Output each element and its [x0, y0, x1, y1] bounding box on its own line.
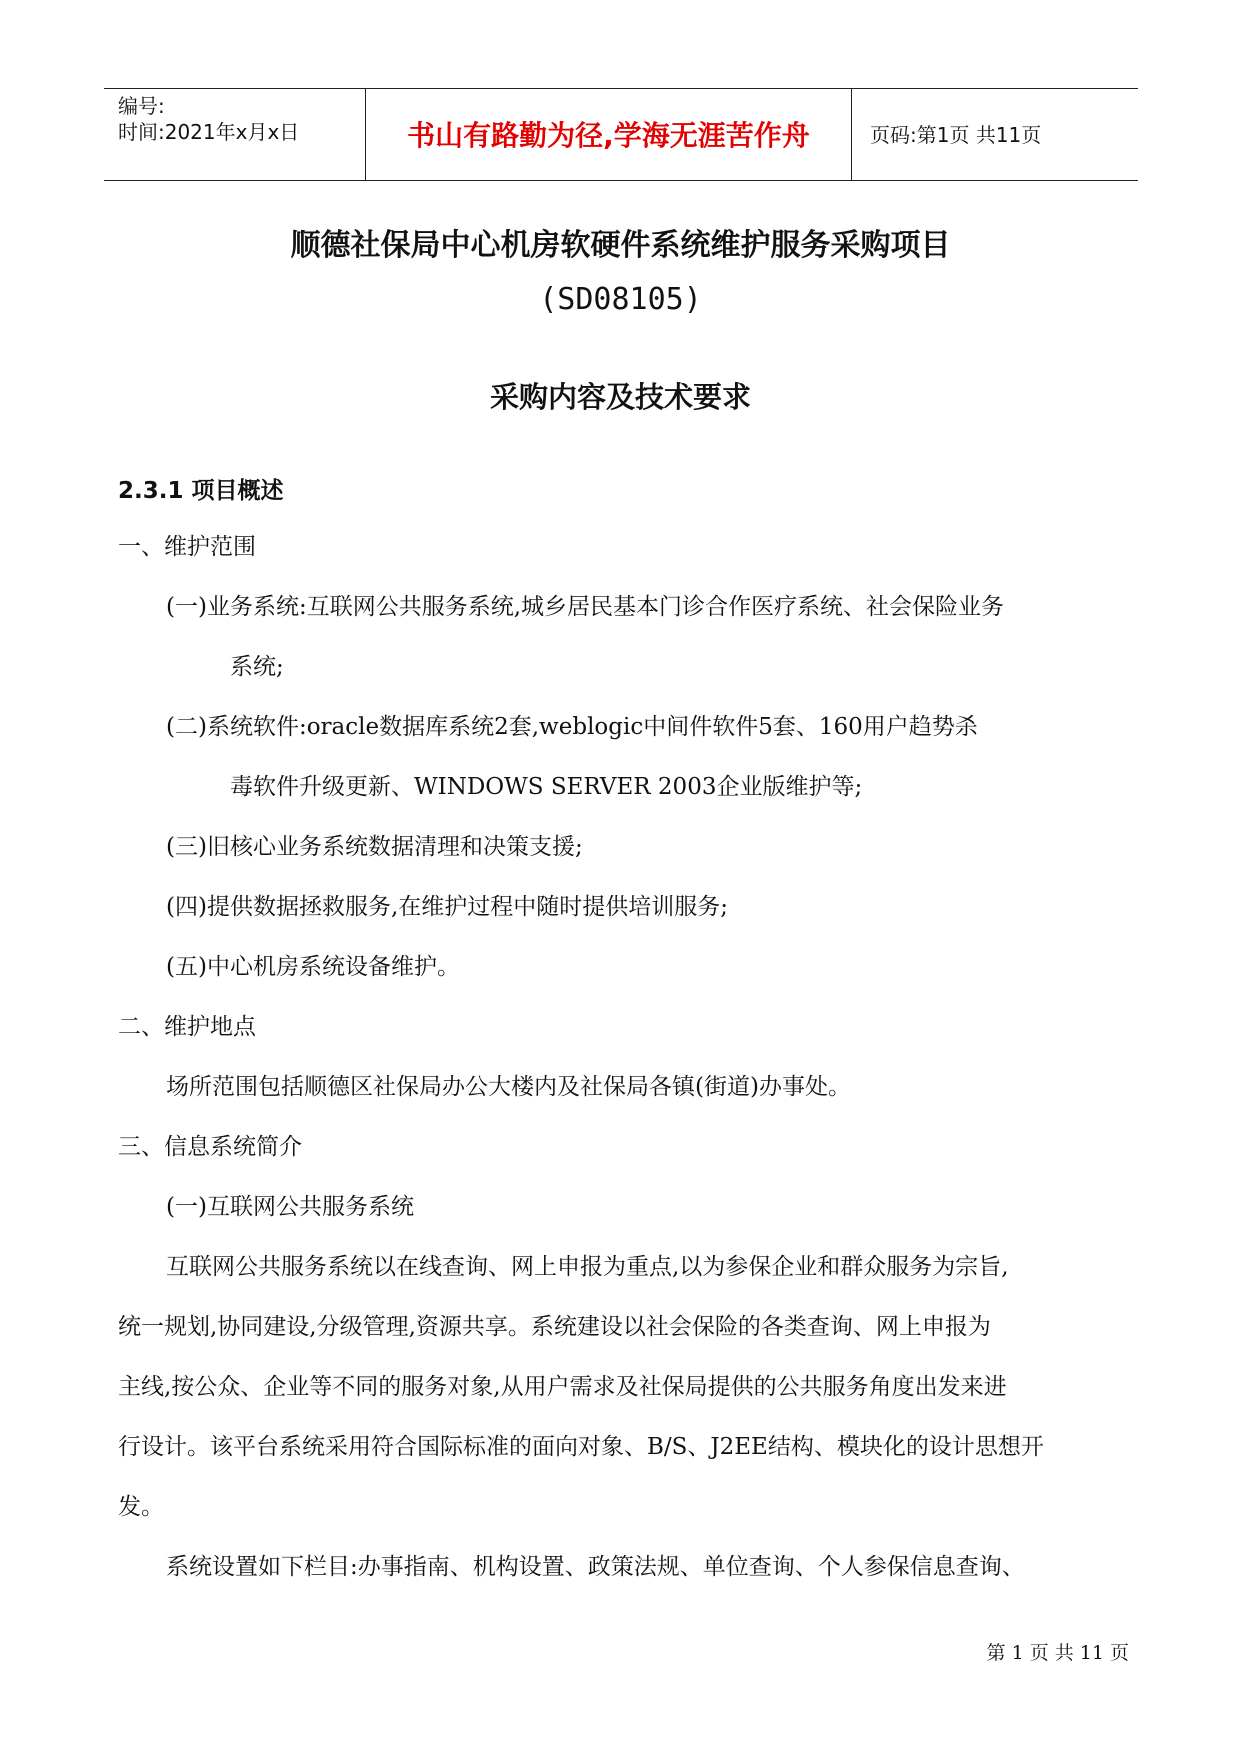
scope-item-3: (三)旧核心业务系统数据清理和决策支援;	[166, 834, 583, 860]
heading-project-overview: 2.3.1 项目概述	[118, 478, 284, 504]
scope-item-2-line-2: 毒软件升级更新、WINDOWS SERVER 2003企业版维护等;	[230, 774, 863, 800]
document-time-label: 时间:2021年x月x日	[118, 120, 300, 144]
location-text: 场所范围包括顺德区社保局办公大楼内及社保局各镇(街道)办事处。	[166, 1074, 851, 1100]
header-left-cell	[104, 89, 366, 180]
paragraph-1-line-4: 行设计。该平台系统采用符合国际标准的面向对象、B/S、J2EE结构、模块化的设计思想开	[118, 1434, 1044, 1460]
section-system-intro: 三、信息系统简介	[118, 1134, 302, 1160]
section-maintenance-scope: 一、维护范围	[118, 534, 256, 560]
paragraph-1-line-2: 统一规划,协同建设,分级管理,资源共享。系统建设以社会保险的各类查询、网上申报为	[118, 1314, 991, 1340]
project-code: (SD08105)	[539, 282, 702, 317]
paragraph-1-line-1: 互联网公共服务系统以在线查询、网上申报为重点,以为参保企业和群众服务为宗旨,	[166, 1254, 1009, 1280]
header-motto: 书山有路勤为径,学海无涯苦作舟	[407, 119, 810, 152]
scope-item-1-line-1: (一)业务系统:互联网公共服务系统,城乡居民基本门诊合作医疗系统、社会保险业务	[166, 594, 1005, 620]
paragraph-2-line-1: 系统设置如下栏目:办事指南、机构设置、政策法规、单位查询、个人参保信息查询、	[166, 1554, 1025, 1580]
system-intro-subsection-1: (一)互联网公共服务系统	[166, 1194, 414, 1220]
page-header	[104, 88, 1138, 181]
header-motto-cell	[366, 89, 852, 180]
paragraph-1-line-3: 主线,按公众、企业等不同的服务对象,从用户需求及社保局提供的公共服务角度出发来进	[118, 1374, 1007, 1400]
scope-item-1-line-2: 系统;	[230, 654, 284, 680]
paragraph-1-line-5: 发。	[118, 1494, 164, 1520]
scope-item-2-line-1: (二)系统软件:oracle数据库系统2套,weblogic中间件软件5套、160用户趋势杀	[166, 714, 978, 740]
section-maintenance-location: 二、维护地点	[118, 1014, 256, 1040]
header-page-number: 页码:第1页 共11页	[870, 123, 1042, 147]
section-title: 采购内容及技术要求	[489, 380, 751, 414]
scope-item-4: (四)提供数据拯救服务,在维护过程中随时提供培训服务;	[166, 894, 729, 920]
page-footer-number: 第 1 页 共 11 页	[986, 1642, 1129, 1664]
document-title: 顺德社保局中心机房软硬件系统维护服务采购项目	[290, 228, 951, 263]
header-right-cell	[852, 89, 1138, 180]
document-number-label: 编号:	[118, 94, 165, 118]
scope-item-5: (五)中心机房系统设备维护。	[166, 954, 460, 980]
